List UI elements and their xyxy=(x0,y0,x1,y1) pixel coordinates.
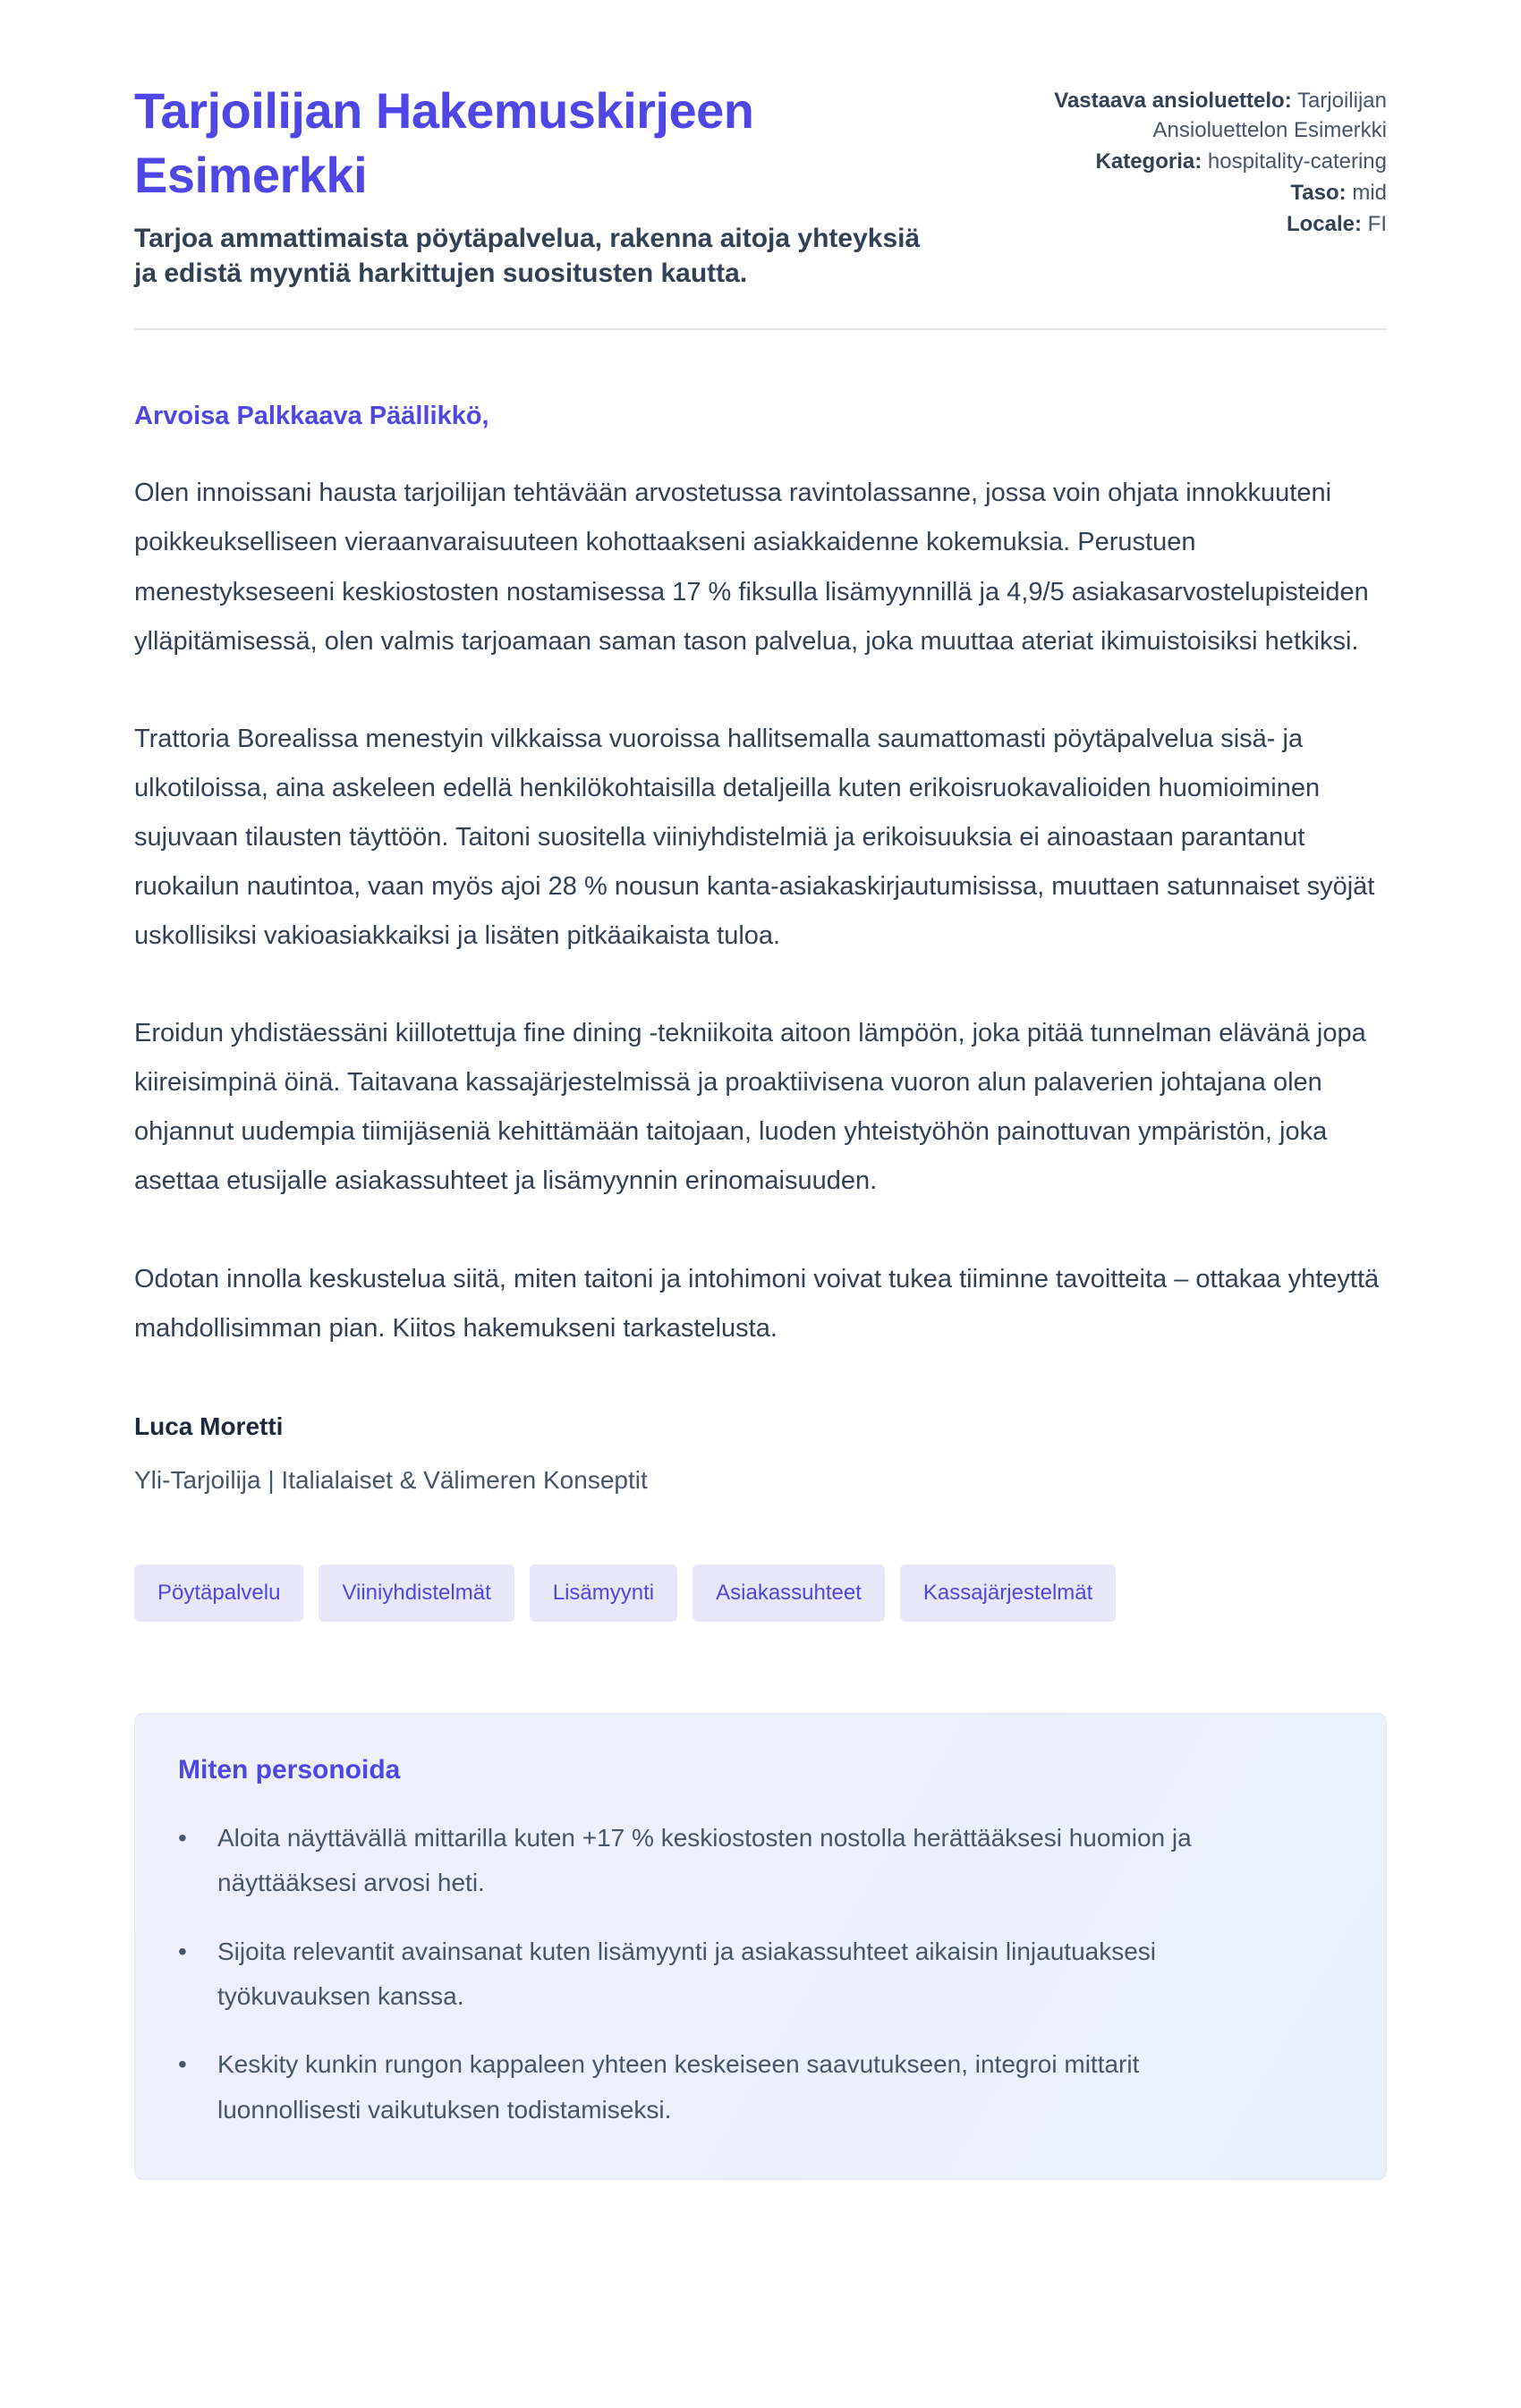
signature-block xyxy=(134,1412,1387,1495)
meta-category xyxy=(1000,147,1387,176)
tip-text: Aloita näyttävällä mittarilla kuten +17 % keskiostosten nostolla herättääksesi huomion ja näyttääksesi arvosi heti. xyxy=(217,1823,1192,1897)
header-divider xyxy=(134,328,1387,330)
meta-locale xyxy=(1000,209,1387,239)
header xyxy=(134,79,1387,291)
skill-tag[interactable]: Viiniyhdistelmät xyxy=(319,1564,514,1622)
header-left xyxy=(134,79,944,291)
meta-matching-resume-value: Tarjoilijan Ansioluettelon Esimerkki xyxy=(1152,89,1387,143)
meta-level xyxy=(1000,178,1387,208)
tip-item xyxy=(178,2042,1279,2132)
bullet-dot: • xyxy=(178,1823,187,1852)
tips-list xyxy=(178,1816,1343,2132)
letter-paragraph: Olen innoissani hausta tarjoilijan tehtävään arvostetussa ravintolassanne, jossa voin ohjata innokkuuteni poikkeukselliseen vieraanvaraisuuteen kohottaakseni asiakkaidenne kokemuksia. Perustuen menestykseseeni keskiostosten nostamisessa 17 % fiksulla lisämyynnillä ja 4,9/5 asiakasarvostelupisteiden ylläpitämisessä, olen valmis tarjoamaan saman tason palvelua, joka muuttaa ateriat ikimuistoisiksi hetkiksi. xyxy=(134,479,1369,656)
letter-paragraph: Trattoria Borealissa menestyin vilkkaissa vuoroissa hallitsemalla saumattomasti pöytäpalvelua sisä- ja ulkotiloissa, aina askeleen edellä henkilökohtaisilla detaljeilla kuten erikoisruokavalioiden huomioiminen sujuvaan tilausten täyttöön. Taitoni suositella viiniyhdistelmiä ja erikoisuuksia ei ainoastaan parantanut ruokailun nautintoa, vaan myös ajoi 28 % nousun kanta-asiakaskirjautumisissa, muuttaen satunnaiset syöjät uskollisiksi vakioasiakkaiksi ja lisäten pitkäaikaista tuloa. xyxy=(134,724,1375,951)
tip-item xyxy=(178,1929,1279,2020)
skill-tag[interactable]: Kassajärjestelmät xyxy=(900,1564,1116,1622)
meta-category-value: hospitality-catering xyxy=(1207,149,1387,174)
meta-category-label: Kategoria: xyxy=(1095,149,1202,174)
page-subtitle: Tarjoa ammattimaista pöytäpalvelua, rakenna aitoja yhteyksiä ja edistä myyntiä harkittujen suositusten kautta. xyxy=(134,224,921,289)
meta-locale-value: FI xyxy=(1367,212,1387,237)
skill-tag-list xyxy=(134,1564,1387,1622)
personalization-tips-box xyxy=(134,1713,1387,2180)
signature-role: Yli-Tarjoilija | Italialaiset & Välimeren Konseptit xyxy=(134,1465,648,1494)
skill-tag[interactable]: Asiakassuhteet xyxy=(693,1564,885,1622)
bullet-dot: • xyxy=(178,2050,187,2079)
meta-level-label: Taso: xyxy=(1290,181,1347,206)
tip-text: Sijoita relevantit avainsanat kuten lisämyynti ja asiakassuhteet aikaisin linjautuaksesi työkuvauksen kanssa. xyxy=(217,1937,1157,2010)
page-title: Tarjoilijan Hakemuskirjeen Esimerkki xyxy=(134,82,754,203)
page xyxy=(134,0,1387,2180)
tip-text: Keskity kunkin rungon kappaleen yhteen keskeiseen saavutukseen, integroi mittarit luonnollisesti vaikutuksen todistamiseksi. xyxy=(217,2050,1140,2124)
bullet-dot: • xyxy=(178,1937,187,1965)
tip-item xyxy=(178,1816,1279,1906)
signature-name: Luca Moretti xyxy=(134,1412,284,1440)
meta-level-value: mid xyxy=(1352,181,1387,206)
skill-tag[interactable]: Pöytäpalvelu xyxy=(134,1564,303,1622)
letter-paragraph: Eroidun yhdistäessäni kiillotettuja fine dining -tekniikoita aitoon lämpöön, joka pitää tunnelman elävänä jopa kiireisimpinä öinä. Taitavana kassajärjestelmissä ja proaktiivisena vuoron alun palaverien johtajana olen ohjannut uudempia tiimijäseniä kehittämään taitojaan, luoden yhteistyöhön painottuvan ympäristön, joka asettaa etusijalle asiakassuhteet ja lisämyynnin erinomaisuuden. xyxy=(134,1019,1366,1196)
cover-letter-body xyxy=(134,402,1387,1494)
meta-panel xyxy=(1000,86,1387,242)
meta-locale-label: Locale: xyxy=(1286,212,1362,237)
letter-greeting: Arvoisa Palkkaava Päällikkö, xyxy=(134,402,489,431)
letter-paragraph: Odotan innolla keskustelua siitä, miten taitoni ja intohimoni voivat tukea tiiminne tavoitteita – ottakaa yhteyttä mahdollisimman pian. Kiitos hakemukseni tarkastelusta. xyxy=(134,1264,1380,1343)
meta-matching-resume-label: Vastaava ansioluettelo: xyxy=(1054,89,1292,113)
skill-tag[interactable]: Lisämyynti xyxy=(530,1564,677,1622)
meta-matching-resume xyxy=(1000,86,1387,145)
tips-heading: Miten personoida xyxy=(178,1754,401,1785)
